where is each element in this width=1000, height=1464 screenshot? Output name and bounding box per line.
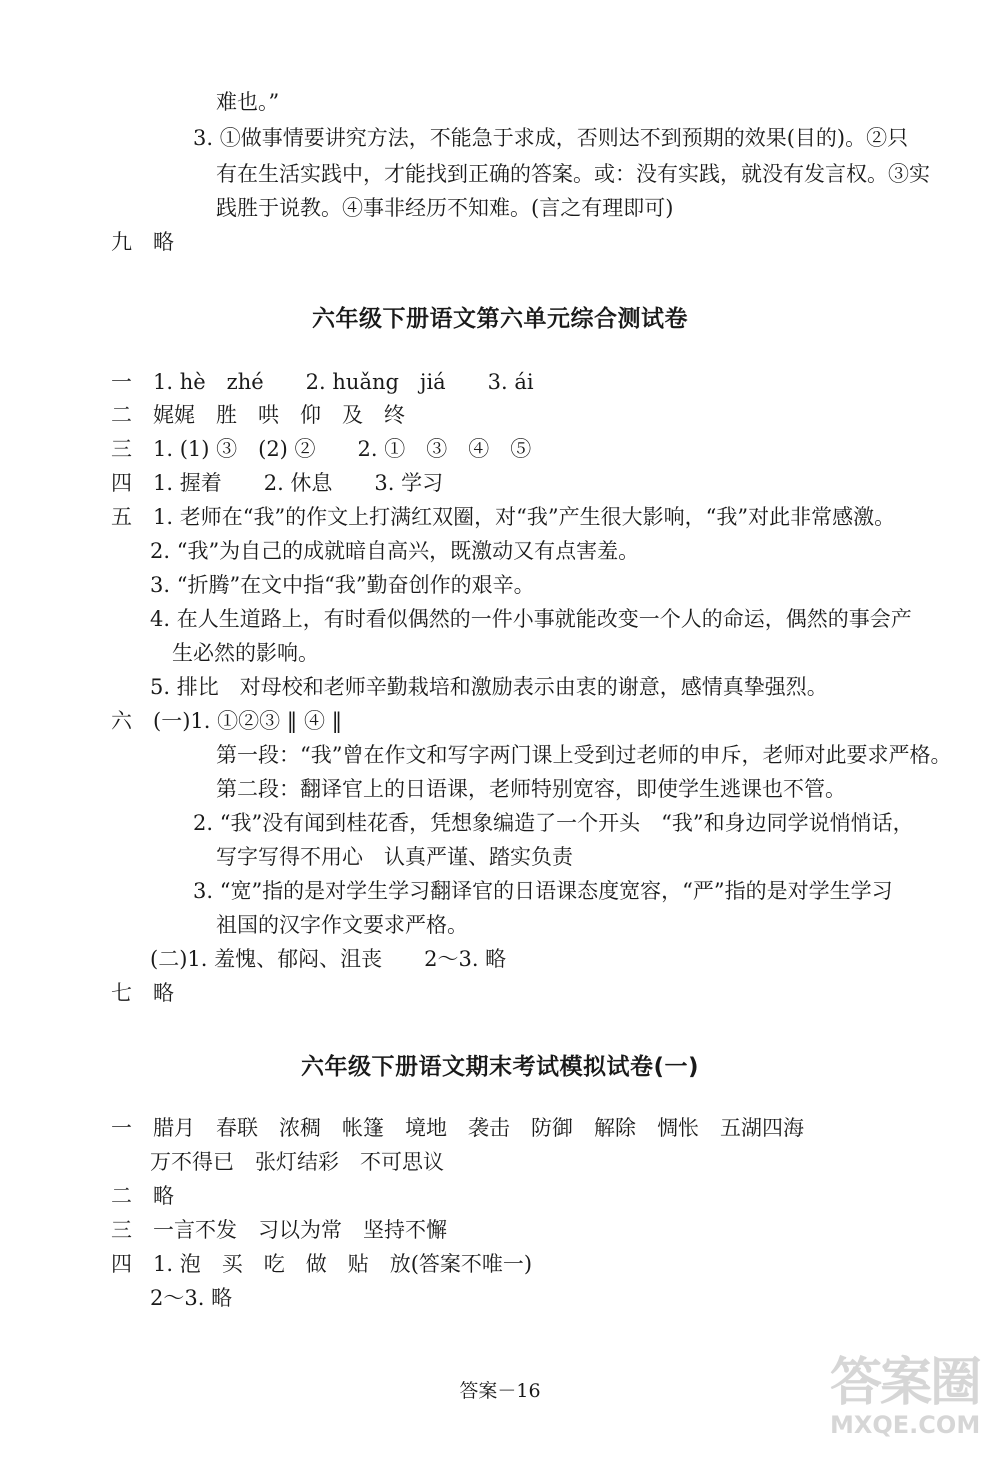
- answer-line: 七 略: [111, 981, 174, 1005]
- answer-line: 5. 排比 对母校和老师辛勤栽培和激励表示由衷的谢意，感情真挚强烈。: [150, 675, 828, 699]
- answer-line: 2. “我”没有闻到桂花香，凭想象编造了一个开头 “我”和身边同学说悄悄话，: [193, 811, 914, 835]
- answer-line: 第二段：翻译官上的日语课，老师特别宽容，即使学生逃课也不管。: [216, 777, 846, 801]
- page-number: 答案－16: [459, 1380, 541, 1402]
- answer-line: 2～3. 略: [150, 1286, 233, 1310]
- answer-line: 4. 在人生道路上，有时看似偶然的一件小事就能改变一个人的命运，偶然的事会产: [150, 607, 912, 631]
- section-title: 六年级下册语文第六单元综合测试卷: [312, 306, 688, 332]
- answer-line: 生必然的影响。: [172, 641, 319, 665]
- answer-line: 四 1. 泡 买 吃 做 贴 放(答案不唯一): [111, 1252, 533, 1276]
- answer-line: 3. ①做事情要讲究方法，不能急于求成，否则达不到预期的效果(目的)。②只: [193, 126, 909, 150]
- answer-line: (二)1. 羞愧、郁闷、沮丧 2～3. 略: [150, 947, 507, 971]
- answer-line: 第一段：“我”曾在作文和写字两门课上受到过老师的申斥，老师对此要求严格。: [216, 743, 952, 767]
- answer-line: 三 一言不发 习以为常 坚持不懈: [111, 1218, 447, 1242]
- answer-line: 九 略: [111, 230, 174, 254]
- answer-line: 3. “宽”指的是对学生学习翻译官的日语课态度宽容，“严”指的是对学生学习: [193, 879, 893, 903]
- watermark-logo: [830, 1353, 981, 1452]
- watermark-url: MXQE.COM: [830, 1411, 981, 1439]
- answer-line: 3. “折腾”在文中指“我”勤奋创作的艰辛。: [150, 573, 535, 597]
- answer-line: 四 1. 握着 2. 休息 3. 学习: [111, 471, 444, 495]
- answer-line: 二 娓娓 胜 哄 仰 及 终: [111, 403, 405, 427]
- answer-line: 有在生活实践中，才能找到正确的答案。或：没有实践，就没有发言权。③实: [216, 162, 930, 186]
- answer-line: 六 (一)1. ①②③ ‖ ④ ‖: [111, 709, 343, 733]
- answer-line: 三 1. (1) ③ (2) ② 2. ① ③ ④ ⑤: [111, 437, 532, 461]
- answer-line: 难也。”: [216, 90, 280, 114]
- answer-line: 一 腊月 春联 浓稠 帐篷 境地 袭击 防御 解除 惆怅 五湖四海: [111, 1116, 804, 1140]
- answer-line: 五 1. 老师在“我”的作文上打满红双圈，对“我”产生很大影响，“我”对此非常感激。: [111, 505, 896, 529]
- answer-line: 践胜于说教。④事非经历不知难。(言之有理即可): [216, 196, 674, 220]
- answer-line: 万不得已 张灯结彩 不可思议: [150, 1150, 444, 1174]
- answer-line: 二 略: [111, 1184, 174, 1208]
- answer-line: 2. “我”为自己的成就暗自高兴，既激动又有点害羞。: [150, 539, 640, 563]
- section-title: 六年级下册语文期末考试模拟试卷(一): [300, 1054, 700, 1080]
- answer-line: 一 1. hè zhé 2. huǎng jiá 3. ái: [111, 370, 534, 394]
- answer-line: 写字写得不用心 认真严谨、踏实负责: [216, 845, 573, 869]
- watermark-text: 答案圈: [830, 1353, 981, 1413]
- answer-line: 祖国的汉字作文要求严格。: [216, 913, 468, 937]
